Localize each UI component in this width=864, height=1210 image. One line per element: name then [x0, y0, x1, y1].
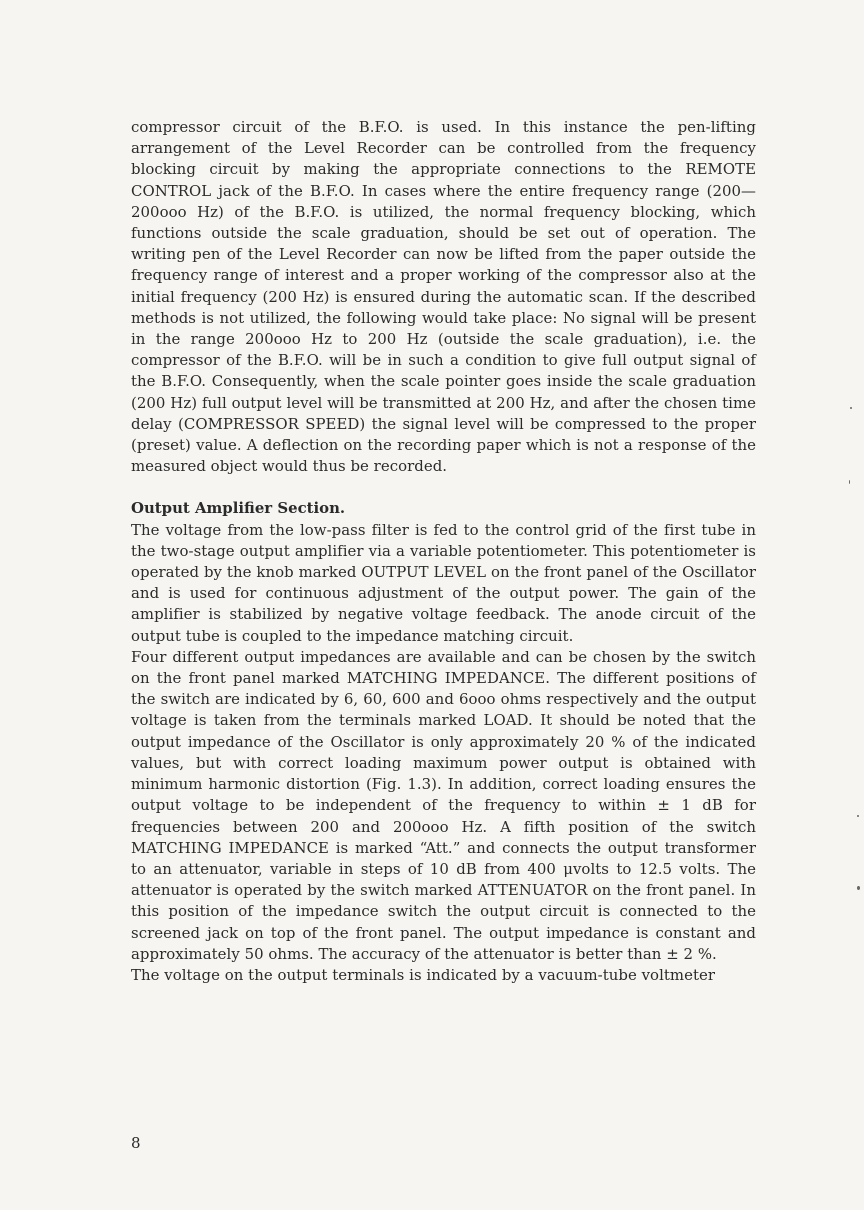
- paragraph-output-impedances: Four different output impedances are available and can be chosen by the switch on the front panel marked MATCHING IMPEDANCE. The different positions of the switch are indicated by 6, 60, 600 and 6ooo ohms respectively and the output voltage is taken from the terminals marked LOAD. It should be noted that the output impedance of the Oscillator is only approximately 20 % of the indicated values, but with correct loading maximum power output is obtained with minimum harmonic distortion (Fig. 1.3). In addition, correct loading ensures the output voltage to be independent of the frequency to within ± 1 dB for frequencies between 200 and 200ooo Hz. A fifth position of the switch MATCHING IMPEDANCE is marked “Att.” and connects the output transformer to an attenuator, variable in steps of 10 dB from 400 μvolts to 12.5 volts. The attenuator is operated by the switch marked ATTENUATOR on the front panel. In this position of the impedance switch the output circuit is connected to the screened jack on top of the front panel. The output impedance is constant and approximately 50 ohms. The accuracy of the attenuator is better than ± 2 %.: [131, 647, 756, 963]
- scan-speck: [849, 480, 850, 484]
- scan-speck: [857, 886, 860, 890]
- page-body: [131, 117, 756, 986]
- scan-speck: [857, 815, 859, 817]
- paragraph-compressor: compressor circuit of the B.F.O. is used. In this instance the pen-lifting arrangement of the Level Recorder can be controlled from the frequency blocking circuit by making the appropriate connections to the REMOTE CONTROL jack of the B.F.O. In cases where the entire frequency range (200—200ooo Hz) of the B.F.O. is utilized, the normal frequency blocking, which functions outside the scale graduation, should be set out of operation. The writing pen of the Level Recorder can now be lifted from the paper outside the frequency range of interest and a proper working of the compressor also at the initial frequency (200 Hz) is ensured during the automatic scan. If the described methods is not utilized, the following would take place: No signal will be present in the range 200ooo Hz to 200 Hz (outside the scale graduation), i.e. the compressor of the B.F.O. will be in such a condition to give full output signal of the B.F.O. Consequently, when the scale pointer goes inside the scale graduation (200 Hz) full output level will be transmitted at 200 Hz, and after the chosen time delay (COMPRESSOR SPEED) the signal level will be compressed to the proper (preset) value. A deflection on the recording paper which is not a response of the measured object would thus be recorded.: [131, 118, 756, 476]
- section-heading-output-amplifier: Output Amplifier Section.: [131, 499, 346, 518]
- paragraph-voltmeter: The voltage on the output terminals is indicated by a vacuum-tube voltmeter: [131, 965, 716, 984]
- scan-speck: [850, 407, 852, 409]
- page-number: 8: [131, 1134, 141, 1152]
- paragraph-low-pass-filter: The voltage from the low-pass filter is fed to the control grid of the first tube in the two-stage output amplifier via a variable potentiometer. This potentiometer is operated by the knob marked OUTPUT LEVEL on the front panel of the Oscillator and is used for continuous adjustment of the output power. The gain of the amplifier is stabilized by negative voltage feedback. The anode circuit of the output tube is coupled to the impedance matching circuit.: [131, 520, 756, 645]
